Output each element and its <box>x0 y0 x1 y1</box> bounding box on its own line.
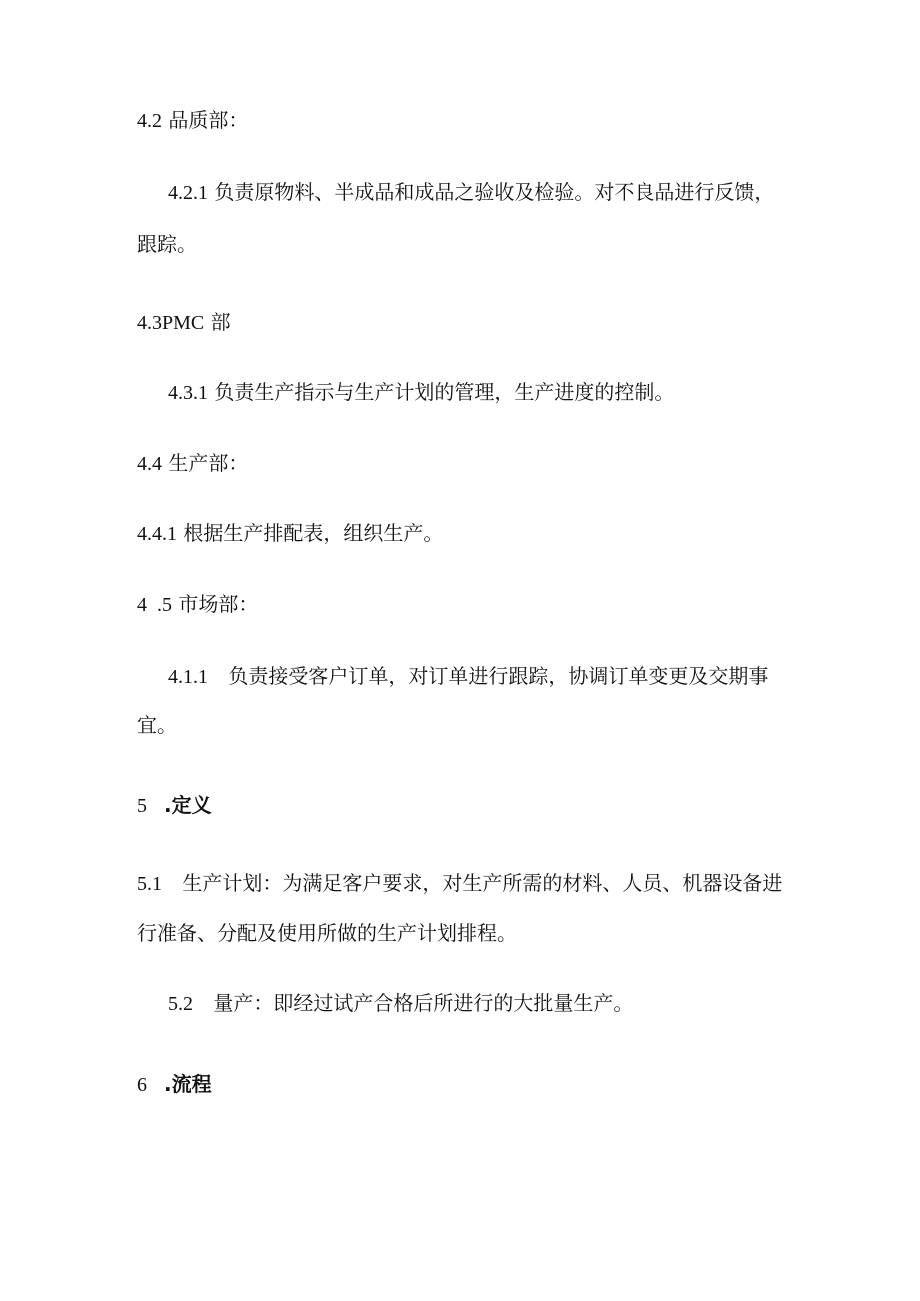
section-6-heading <box>137 1072 212 1097</box>
section-text: .定义 <box>163 793 212 817</box>
section-number: 4.4.1 <box>137 523 177 545</box>
section-text-continuation: 行准备、分配及使用所做的生产计划排程。 <box>137 921 517 945</box>
section-number: 4.4 <box>137 453 162 475</box>
section-4-5-heading <box>137 592 258 617</box>
section-number: 4.1.1 <box>168 666 208 688</box>
section-number: 6 <box>137 1074 147 1096</box>
section-text: 量产：即经过试产合格后所进行的大批量生产。 <box>213 991 634 1015</box>
section-4-1-1-paragraph <box>168 664 768 689</box>
section-text-continuation: 跟踪。 <box>137 232 197 256</box>
section-text: .流程 <box>163 1072 212 1096</box>
section-4-4-1-paragraph <box>137 521 443 546</box>
section-4-3-1-paragraph <box>168 380 674 405</box>
section-5-1-paragraph <box>137 871 782 896</box>
section-4-1-1-continuation <box>137 713 177 737</box>
section-5-2-paragraph <box>168 991 633 1016</box>
section-text: 负责生产指示与生产计划的管理，生产进度的控制。 <box>214 380 675 404</box>
section-text: 负责接受客户订单，对订单进行跟踪，协调订单变更及交期事 <box>228 664 769 688</box>
section-number: 4.2.1 <box>168 182 208 204</box>
section-text: 品质部： <box>168 108 249 132</box>
section-text: 生产计划：为满足客户要求，对生产所需的材料、人员、机器设备进 <box>182 871 783 895</box>
section-number: 4.2 <box>137 110 162 132</box>
section-number: 5.2 <box>168 993 193 1015</box>
section-5-1-continuation <box>137 921 517 945</box>
section-text: 部 <box>210 310 231 334</box>
section-text: 生产部： <box>168 451 249 475</box>
section-4-2-heading <box>137 108 248 133</box>
section-number: 4.3PMC <box>137 312 205 334</box>
section-text: 市场部： <box>178 592 259 616</box>
section-4-3-heading <box>137 310 231 335</box>
section-text: 根据生产排配表，组织生产。 <box>183 521 444 545</box>
section-text-continuation: 宜。 <box>137 713 177 737</box>
section-number: 4.3.1 <box>168 382 208 404</box>
section-number: 4 .5 <box>137 594 172 616</box>
section-4-2-1-continuation <box>137 232 197 256</box>
section-5-heading <box>137 793 212 818</box>
section-number: 5 <box>137 795 147 817</box>
section-number: 5.1 <box>137 873 162 895</box>
section-4-4-heading <box>137 451 248 476</box>
section-text: 负责原物料、半成品和成品之验收及检验。对不良品进行反馈， <box>214 180 775 204</box>
section-4-2-1-paragraph <box>168 180 774 205</box>
